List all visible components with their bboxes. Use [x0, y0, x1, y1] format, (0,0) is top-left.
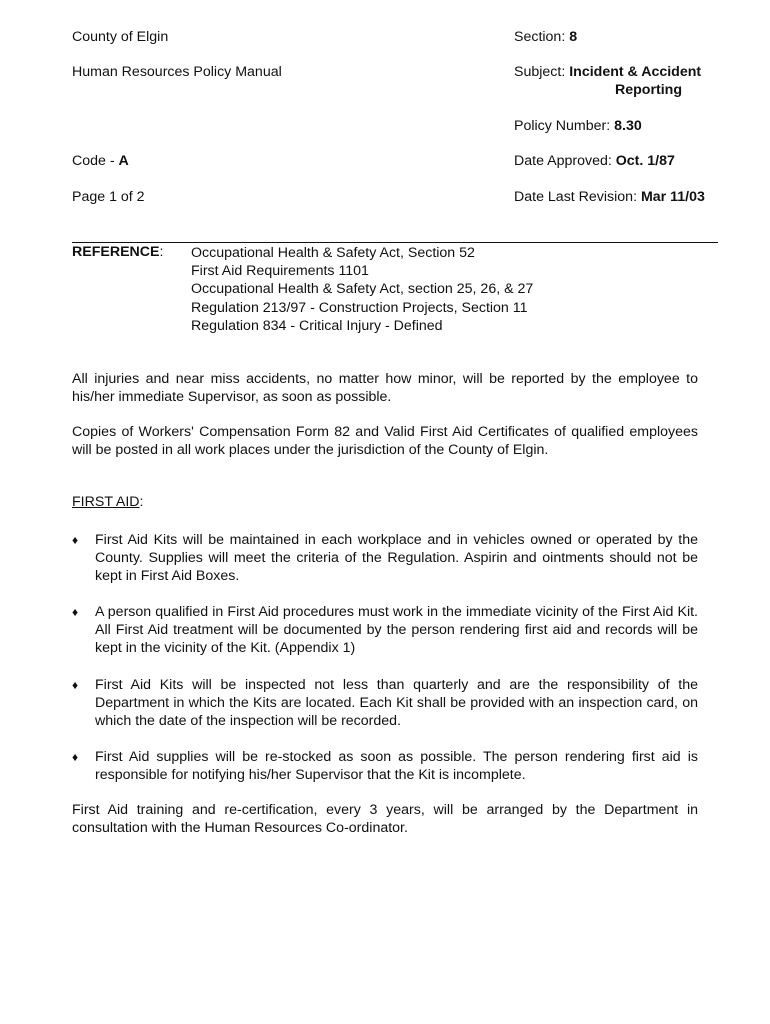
reference-item: Occupational Health & Safety Act, Section 52	[191, 245, 475, 261]
subject-value-line2: Reporting	[615, 82, 682, 98]
diamond-bullet-icon: ♦	[72, 533, 79, 547]
diamond-bullet-icon: ♦	[72, 605, 79, 619]
manual-title: Human Resources Policy Manual	[72, 64, 282, 80]
first-aid-bullet	[72, 603, 698, 658]
reference-item: Regulation 834 - Critical Injury - Defined	[191, 317, 443, 334]
date-approved-label: Date Approved:	[514, 153, 616, 169]
reference-item: Occupational Health & Safety Act, section 25, 26, & 27	[191, 281, 534, 298]
first-aid-heading-colon: :	[139, 494, 144, 510]
reference-list	[191, 244, 533, 335]
diamond-bullet-icon: ♦	[72, 750, 79, 764]
first-aid-bullet-text: First Aid Kits will be maintained in each workplace and in vehicles owned or operated by the County. Supplies will meet the criteria of the Regulation. Aspirin and ointments should not be kept in First Aid Boxes.	[95, 532, 698, 585]
county-name: County of Elgin	[72, 29, 169, 45]
reference-item: First Aid Requirements 1101	[191, 263, 369, 280]
first-aid-bullet	[72, 531, 698, 586]
intro-paragraph-1: All injuries and near miss accidents, no matter how minor, will be reported by the employee to his/her immediate Supervisor, as soon as possible.	[72, 371, 698, 406]
policy-number-label: Policy Number:	[514, 118, 615, 134]
page-indicator: Page 1 of 2	[72, 189, 145, 205]
section-label: Section:	[514, 29, 570, 45]
first-aid-bullet	[72, 748, 698, 784]
subject-label: Subject:	[514, 64, 570, 80]
section-line	[514, 29, 577, 45]
reference-item: Regulation 213/97 - Construction Projects, Section 11	[191, 299, 528, 316]
diamond-bullet-icon: ♦	[72, 678, 79, 692]
header-divider	[72, 242, 718, 243]
date-approved-value: Oct. 1/87	[615, 153, 675, 169]
first-aid-bullet-text: First Aid supplies will be re-stocked as soon as possible. The person rendering first aid is responsible for notifying his/her Supervisor that the Kit is incomplete.	[95, 749, 698, 784]
reference-colon: :	[159, 244, 164, 260]
first-aid-bullet	[72, 676, 698, 731]
closing-paragraph: First Aid training and re-certification, every 3 years, will be arranged by the Department in consultation with the Human Resources Co-ordinator.	[72, 802, 698, 837]
code-value: A	[118, 153, 129, 169]
section-value: 8	[569, 29, 578, 45]
date-revision-value: Mar 11/03	[640, 189, 705, 205]
date-revision-line	[514, 189, 705, 205]
date-revision-label: Date Last Revision:	[514, 189, 641, 205]
reference-label-text: REFERENCE	[72, 244, 160, 260]
code-label: Code -	[72, 153, 119, 169]
policy-number-line	[514, 118, 642, 134]
subject-line	[514, 64, 701, 80]
first-aid-bullet-text: First Aid Kits will be inspected not less than quarterly and are the responsibility of the Department in which the Kits are located. Each Kit shall be provided with an inspection card, on which the date of the inspection will be recorded.	[95, 677, 698, 730]
reference-label	[72, 244, 163, 260]
date-approved-line	[514, 153, 675, 169]
first-aid-heading-text: FIRST AID	[72, 494, 140, 510]
policy-number-value: 8.30	[614, 118, 642, 134]
first-aid-heading	[72, 494, 144, 510]
intro-paragraph-2: Copies of Workers' Compensation Form 82 and Valid First Aid Certificates of qualified employees will be posted in all work places under the jurisdiction of the County of Elgin.	[72, 424, 698, 459]
subject-value-line1: Incident & Accident	[569, 64, 702, 80]
first-aid-bullet-text: A person qualified in First Aid procedures must work in the immediate vicinity of the First Aid Kit. All First Aid treatment will be documented by the person rendering first aid and records will be kept in the vicinity of the Kit. (Appendix 1)	[95, 604, 698, 657]
code-line	[72, 153, 129, 169]
